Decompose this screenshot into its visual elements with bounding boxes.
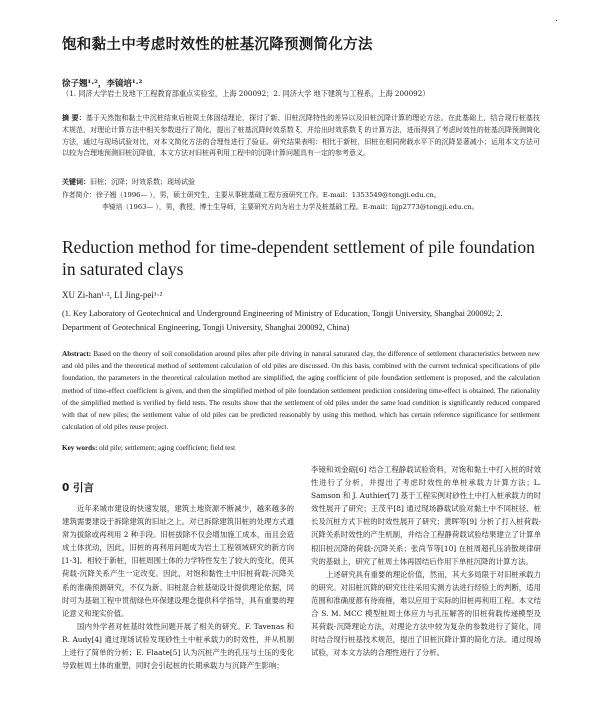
body-right-column: [311, 463, 541, 659]
affiliation-english: (1. Key Laboratory of Geotechnical and Underground Engineering of Ministry of Education, Tongji University, Shanghai 200092; 2. Department of Geotechnical Engineering, Tongji University, Shanghai 200092, China): [62, 309, 503, 332]
keywords-chinese-label: 关键词：: [62, 177, 90, 186]
keywords-english: [62, 444, 235, 452]
section-heading-introduction: 0 引言: [62, 482, 94, 494]
keywords-english-text: old pile; settlement; aging coefficient; field test: [99, 444, 236, 452]
author-bio-1: 作者简介：徐子翘（1996— ），男，硕士研究生，主要从事桩基础工程方面研究工作。E-mail：1353549@tongji.edu.cn。: [62, 191, 441, 199]
authors-chinese: 徐子翘¹·²，李镜培¹·²: [62, 79, 143, 89]
authors-english: XU Zi-han¹·², LI Jing-pei¹·²: [62, 290, 163, 300]
abstract-chinese-label: 摘 要：: [62, 114, 86, 122]
body-paragraph: 李镜和刘金砺[6] 结合工程静载试验资料，对饱和黏土中打入桩的时效性进行了分析，并提出了考虑时效性的单桩承载力计算方法；L. Samson 和 J. Authier[7] 基于工程实例对砂性土中打入桩承载力的时效性展开了研究；王茂平[8] 通过现场静载试验对黏土中不同桩径、桩长及沉桩方式下桩的时效性展开了研究；黄晖等[9] 分析了打入桩荷载-沉降关系时效性的产生机制，并结合工程静荷载试验结果建立了计算单根旧桩沉降的荷载-沉降关系；张尚节等[10] 在桩周超孔压消散规律研究的基础上，研究了桩周土体再固结后作用下单桩沉降的计算方法。: [311, 465, 541, 566]
abstract-english: [62, 348, 540, 433]
keywords-chinese-text: 旧桩；沉降；时效系数；现场试验: [90, 178, 195, 186]
body-paragraph: 国内外学者对桩基时效性问题开展了相关的研究。F. Tavenas 和 R. Audy[4] 通过现场试验发现砂性土中桩承载力的时效性，并从机制上进行了简单的分析；E. Flaate[5] 认为沉桩产生的孔压与土压的变化导致桩周土体的重塑，同时会引起桩的长期承载力与沉降产生影响；: [62, 621, 294, 671]
body-left-column: [62, 502, 294, 672]
paper-title-chinese: 饱和黏土中考虑时效性的桩基沉降预测简化方法: [62, 37, 373, 53]
page-mark: .: [555, 14, 558, 24]
keywords-english-label: Key words:: [62, 444, 98, 452]
body-paragraph: 近年来城市建设的快速发展，建筑土地资源不断减少，越来越多的建筑需要建设于拆除建筑的旧址之上。对已拆除建筑旧桩的处理方式通常为拔除或再利用 2 种手段。旧桩拔除不仅会增加施工成本，而且会造成土体扰动，因此，旧桩的再利用问题成为岩土工程领域研究的新方向[1-3]。相较于新桩，旧桩周围土体的力学特性发生了较大的变化，使其荷载-沉降关系产生一定改变。因此，对饱和黏性土中旧桩荷载-沉降关系的准确预测研究，不仅为新、旧桩混合桩基础设计提供理论依据，同时可为基础工程中贯彻绿色环保建设理念提供科学指导，具有重要的理论意义和现实价值。: [62, 504, 294, 618]
abstract-chinese: [62, 113, 540, 160]
author-bio-2: 李镜培（1963— ），男，教授，博士生导师，主要研究方向为岩土力学及桩基础工程。E-mail：lijp2773@tongji.edu.cn。: [102, 203, 479, 211]
abstract-english-text: Based on the theory of soil consolidation around piles after pile driving in natural saturated clay, the difference of settlement characteristics between new and old piles and the theoretical method of settlement calculation of old piles are discussed. On this basis, combined with the current technical specifications of pile foundation, the parameters in the theoretical calculation method are simplified, the aging coefficient of pile foundation settlement is proposed, and the calculation method of time-effect coefficient is given, and then the simplified method of pile foundation settlement prediction considering time-effect is obtained. The rationality of the simplified method is verified by field tests. The results show that the settlement of old piles under the same load condition is significantly reduced compared with that of new piles; the settlement value of old piles can be predicted reasonably by using this method, which has certain reference significance for settlement calculation of old piles reuse project.: [62, 350, 540, 432]
abstract-chinese-text: 基于天然饱和黏土中沉桩结束后桩周土体固结理论，探讨了新、旧桩沉降特性的差异以及旧桩沉降计算的理论方法。在此基础上，结合现行桩基技术规范，对理论计算方法中相关参数进行了简化，提出了桩基沉降时效系数 ξ，并给出时效系数 ξ 的计算方法，进而得到了考虑时效性的桩基沉降预测简化方法，通过与现场试验对比，对本文简化方法的合理性进行了验证。研究结果表明：相比于新桩，旧桩在相同荷载水平下的沉降显著减小；运用本文方法可以较为合理地预测旧桩沉降值，本文方法对旧桩再利用工程中的沉降计算问题具有一定的参考意义。: [62, 114, 541, 158]
keywords-chinese: [62, 177, 195, 187]
paper-title-english: Reduction method for time-dependent settlement of pile foundation in saturated clays: [62, 237, 535, 279]
body-paragraph: 上述研究具有重要的理论价值，然而，其大多局限于对旧桩承载力的研究。对旧桩沉降的研究往往采用实测方法进行经验上的判断，适用范围和准确度都有待商榷，难以应用于实际的旧桩再利用工程。本文结合 S. M. MCC 模型桩周土体应力与孔压解答的旧桩荷载传递模型及其荷载-沉降理论方法，对理论方法中较为复杂的参数进行了简化，同时结合现行桩基技术规范，提出了旧桩沉降计算的简化方法。通过现场试验，对本文方法的合理性进行了分析。: [311, 569, 541, 658]
affiliation-chinese: （1. 同济大学岩土及地下工程教育部重点实验室，上海 200092；2. 同济大学 地下建筑与工程系，上海 200092）: [62, 89, 430, 98]
abstract-english-label: Abstract:: [62, 350, 92, 358]
